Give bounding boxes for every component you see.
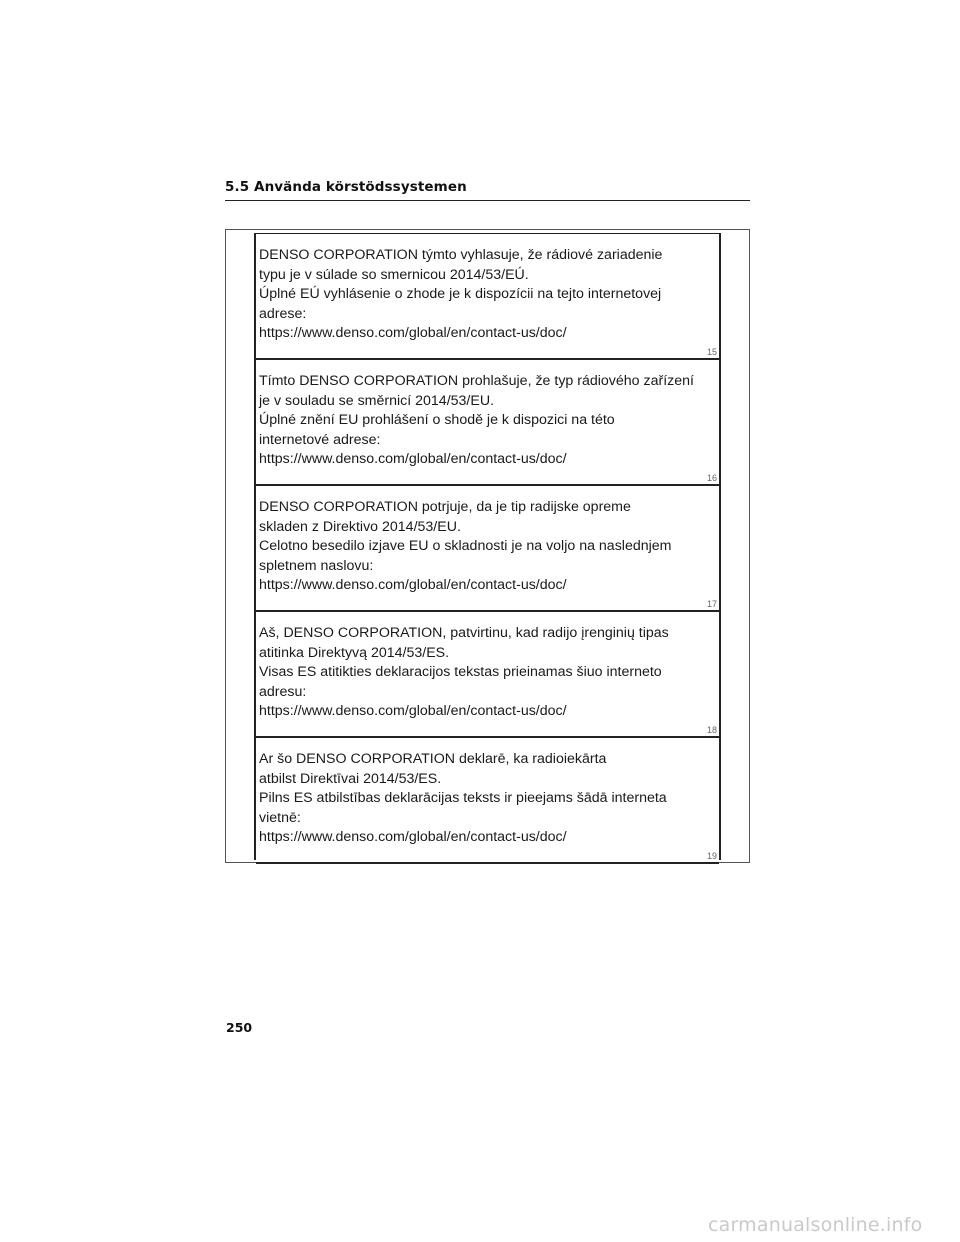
block-number: 16 (706, 473, 717, 483)
block-number: 17 (706, 599, 717, 609)
declaration-line: DENSO CORPORATION potrjuje, da je tip radijske opreme (259, 499, 631, 515)
declaration-text (259, 246, 714, 344)
declaration-line: Pilns ES atbilstības deklarācijas teksts ir pieejams šādā interneta (259, 790, 667, 807)
declaration-line: skladen z Direktivo 2014/53/EU. (259, 518, 461, 535)
declaration-line: Visas ES atitikties deklaracijos tekstas prieinamas šiuo interneto (259, 664, 662, 681)
declaration-line: Tímto DENSO CORPORATION prohlašuje, že typ rádiového zařízení (259, 373, 694, 389)
declaration-block-latvian (256, 738, 719, 864)
block-number: 19 (706, 851, 717, 861)
declaration-text (259, 372, 714, 470)
declaration-url: https://www.denso.com/global/en/contact-us/doc/ (259, 325, 567, 342)
declaration-url: https://www.denso.com/global/en/contact-us/doc/ (259, 577, 567, 594)
declaration-text (259, 750, 714, 848)
declaration-line: vietnē: (259, 809, 301, 826)
declaration-block-slovak (256, 234, 719, 360)
section-title: 5.5 Använda körstödssystemen (225, 179, 467, 195)
declaration-line: Aš, DENSO CORPORATION, patvirtinu, kad radijo įrenginių tipas (259, 625, 669, 641)
declaration-line: atbilst Direktīvai 2014/53/ES. (259, 770, 442, 787)
block-number: 18 (706, 725, 717, 735)
declaration-line: adrese: (259, 305, 307, 322)
declaration-line: Úplné znění EU prohlášení o shodě je k dispozici na této (259, 412, 615, 429)
declaration-line: DENSO CORPORATION týmto vyhlasuje, že rádiové zariadenie (259, 247, 663, 263)
block-number: 15 (706, 347, 717, 357)
declaration-text (259, 624, 714, 722)
page-number: 250 (226, 1020, 253, 1035)
declaration-line: spletnem naslovu: (259, 557, 374, 574)
declaration-line: Úplné EÚ vyhlásenie o zhode je k dispozícii na tejto internetovej (259, 286, 662, 303)
declaration-url: https://www.denso.com/global/en/contact-us/doc/ (259, 703, 567, 720)
declaration-line: internetové adrese: (259, 431, 381, 448)
section-header (225, 178, 750, 201)
declaration-line: Celotno besedilo izjave EU o skladnosti je na voljo na naslednjem (259, 538, 672, 555)
declaration-line: je v souladu se směrnicí 2014/53/EU. (259, 392, 495, 409)
declaration-line: atitinka Direktyvą 2014/53/ES. (259, 644, 450, 661)
declaration-url: https://www.denso.com/global/en/contact-us/doc/ (259, 829, 567, 846)
declaration-table (254, 233, 721, 860)
watermark: carmanualsonline.info (708, 1214, 923, 1236)
declaration-line: adresu: (259, 683, 307, 700)
declaration-line: Ar šo DENSO CORPORATION deklarē, ka radioiekārta (259, 751, 607, 767)
declaration-block-slovenian (256, 486, 719, 612)
declaration-block-czech (256, 360, 719, 486)
declaration-block-lithuanian (256, 612, 719, 738)
declaration-line: typu je v súlade so smernicou 2014/53/EÚ. (259, 266, 529, 283)
declaration-url: https://www.denso.com/global/en/contact-us/doc/ (259, 451, 567, 468)
declaration-text (259, 498, 714, 596)
